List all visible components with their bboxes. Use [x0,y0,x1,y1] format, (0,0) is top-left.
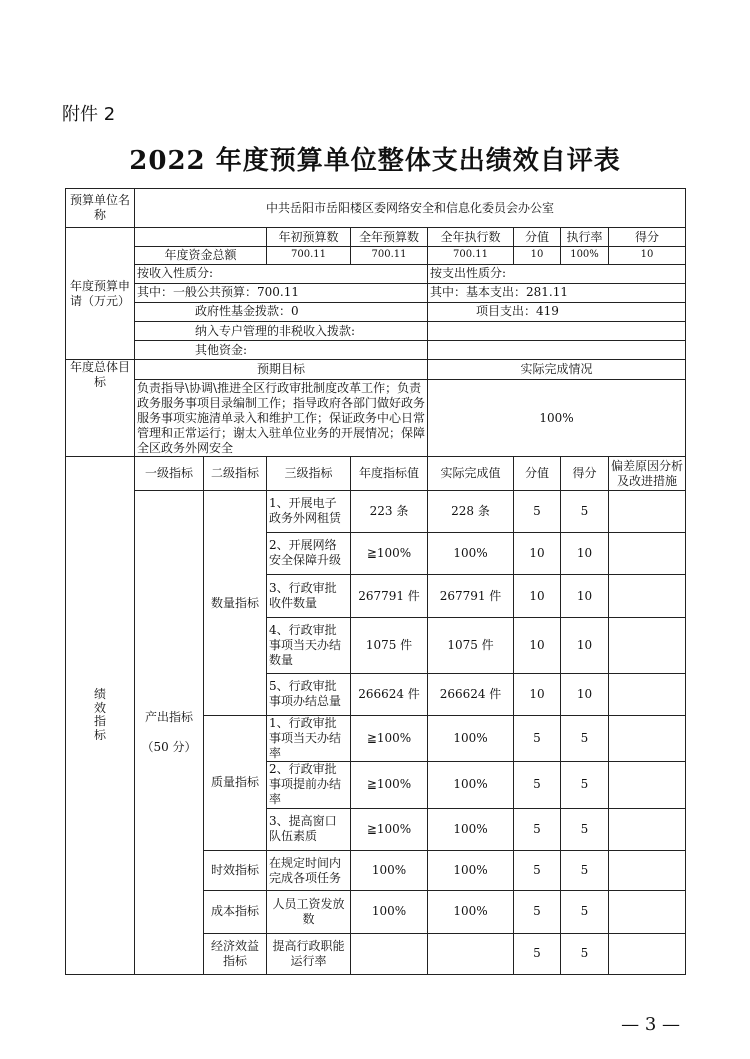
indicator-points: 5 [561,891,609,933]
indicator-target: ≧100% [351,532,428,574]
indicator-name: 提高行政职能运行率 [267,933,351,974]
indicator-score: 5 [514,850,561,890]
unit-label: 预算单位名称 [66,189,135,228]
indicator-name: 在规定时间内完成各项任务 [267,850,351,890]
quantity-indicator: 数量指标 [204,491,267,716]
initial-budget-value: 700.11 [267,247,351,264]
indicator-header: 二级指标 [204,456,267,490]
indicator-target: 223 条 [351,491,428,532]
indicator-target: 100% [351,850,428,890]
indicator-note [609,808,686,850]
indicator-score: 10 [514,618,561,673]
indicator-target: 100% [351,891,428,933]
indicator-target: 266624 件 [351,673,428,715]
indicator-actual: 267791 件 [428,574,514,617]
indicator-actual: 100% [428,808,514,850]
indicator-target [351,933,428,974]
project-expense: 项目支出：419 [428,302,686,321]
attachment-label: 附件 2 [62,104,116,125]
goal-label: 年度总体目标 [66,360,135,457]
budget-header: 年初预算数 [267,228,351,247]
indicator-points: 10 [561,574,609,617]
indicator-note [609,933,686,974]
indicator-header: 实际完成值 [428,456,514,490]
indicator-note [609,715,686,761]
gov-fund: 政府性基金拨款：0 [135,302,428,321]
indicator-target: 1075 件 [351,618,428,673]
quality-indicator: 质量指标 [204,715,267,850]
indicator-points: 5 [561,808,609,850]
indicators-section-label: 绩效指标 [66,456,135,974]
general-public-budget: 其中：一般公共预算：700.11 [135,283,428,302]
economic-indicator: 经济效益指标 [204,933,267,974]
indicator-note [609,574,686,617]
indicator-header: 年度指标值 [351,456,428,490]
indicator-note [609,532,686,574]
indicator-actual [428,933,514,974]
page-title: 2022 年度预算单位整体支出绩效自评表 [129,146,621,176]
annual-budget-value: 700.11 [351,247,428,264]
indicator-actual: 1075 件 [428,618,514,673]
execution-rate-value: 100% [561,247,609,264]
indicator-points: 5 [561,491,609,532]
indicator-actual: 266624 件 [428,673,514,715]
indicator-points: 10 [561,532,609,574]
indicator-name: 人员工资发放数 [267,891,351,933]
indicator-name: 3、提高窗口队伍素质 [267,808,351,850]
indicator-note [609,891,686,933]
executed-value: 700.11 [428,247,514,264]
indicator-header: 分值 [514,456,561,490]
total-funds-label: 年度资金总额 [135,247,267,264]
page-number: — 3 — [621,1014,680,1035]
expected-goal-text: 负责指导\协调\推进全区行政审批制度改革工作；负责政务服务事项目录编制工作；指导政府各部门做好政务服务事项实施清单录入和维护工作；保证政务中心日常管理和正常运行；谢太入驻单位业务的开展情况；保障全区政务外网安全 [135,380,428,457]
indicator-points: 5 [561,762,609,808]
indicator-note [609,762,686,808]
expected-goal-header: 预期目标 [135,360,428,380]
indicator-target: ≧100% [351,808,428,850]
basic-expense: 其中：基本支出：281.11 [428,283,686,302]
indicator-target: ≧100% [351,715,428,761]
indicator-points: 5 [561,933,609,974]
budget-header: 全年执行数 [428,228,514,247]
indicator-score: 5 [514,762,561,808]
indicator-score: 5 [514,933,561,974]
indicator-points: 10 [561,618,609,673]
indicator-actual: 100% [428,715,514,761]
indicator-header: 得分 [561,456,609,490]
budget-header: 全年预算数 [351,228,428,247]
indicator-note [609,850,686,890]
indicator-name: 4、行政审批事项当天办结数量 [267,618,351,673]
indicator-actual: 100% [428,532,514,574]
indicator-note [609,491,686,532]
actual-completion-text: 100% [428,380,686,457]
indicator-points: 10 [561,673,609,715]
indicator-name: 3、行政审批收件数量 [267,574,351,617]
indicator-name: 1、行政审批事项当天办结率 [267,715,351,761]
indicator-score: 5 [514,491,561,532]
indicator-score: 10 [514,673,561,715]
indicator-score: 5 [514,715,561,761]
non-tax-income: 纳入专户管理的非税收入拨款: [135,321,428,340]
indicator-note [609,618,686,673]
actual-completion-header: 实际完成情况 [428,360,686,380]
indicator-name: 1、开展电子政务外网租赁 [267,491,351,532]
indicator-note [609,673,686,715]
indicator-header: 一级指标 [135,456,204,490]
indicator-actual: 100% [428,850,514,890]
indicator-header: 偏差原因分析及改进措施 [609,456,686,490]
indicator-actual: 100% [428,762,514,808]
indicator-points: 5 [561,715,609,761]
indicator-score: 5 [514,808,561,850]
score-value: 10 [514,247,561,264]
by-expense-label: 按支出性质分: [428,264,686,283]
other-funds: 其他资金: [135,341,428,360]
by-income-label: 按收入性质分: [135,264,428,283]
indicator-name: 2、行政审批事项提前办结率 [267,762,351,808]
indicator-header: 三级指标 [267,456,351,490]
budget-header: 执行率 [561,228,609,247]
indicator-target: ≧100% [351,762,428,808]
budget-label: 年度预算申请（万元） [66,228,135,360]
indicator-actual: 228 条 [428,491,514,532]
indicator-score: 10 [514,532,561,574]
indicator-target: 267791 件 [351,574,428,617]
indicator-score: 10 [514,574,561,617]
indicator-name: 5、行政审批事项办结总量 [267,673,351,715]
self-evaluation-table [65,188,686,975]
timeliness-indicator: 时效指标 [204,850,267,890]
indicator-actual: 100% [428,891,514,933]
indicator-name: 2、开展网络安全保障升级 [267,532,351,574]
points-value: 10 [609,247,686,264]
level1-indicator: 产出指标 （50 分） [135,491,204,975]
cost-indicator: 成本指标 [204,891,267,933]
indicator-score: 5 [514,891,561,933]
budget-header: 得分 [609,228,686,247]
budget-header: 分值 [514,228,561,247]
unit-value: 中共岳阳市岳阳楼区委网络安全和信息化委员会办公室 [135,189,686,228]
indicator-points: 5 [561,850,609,890]
